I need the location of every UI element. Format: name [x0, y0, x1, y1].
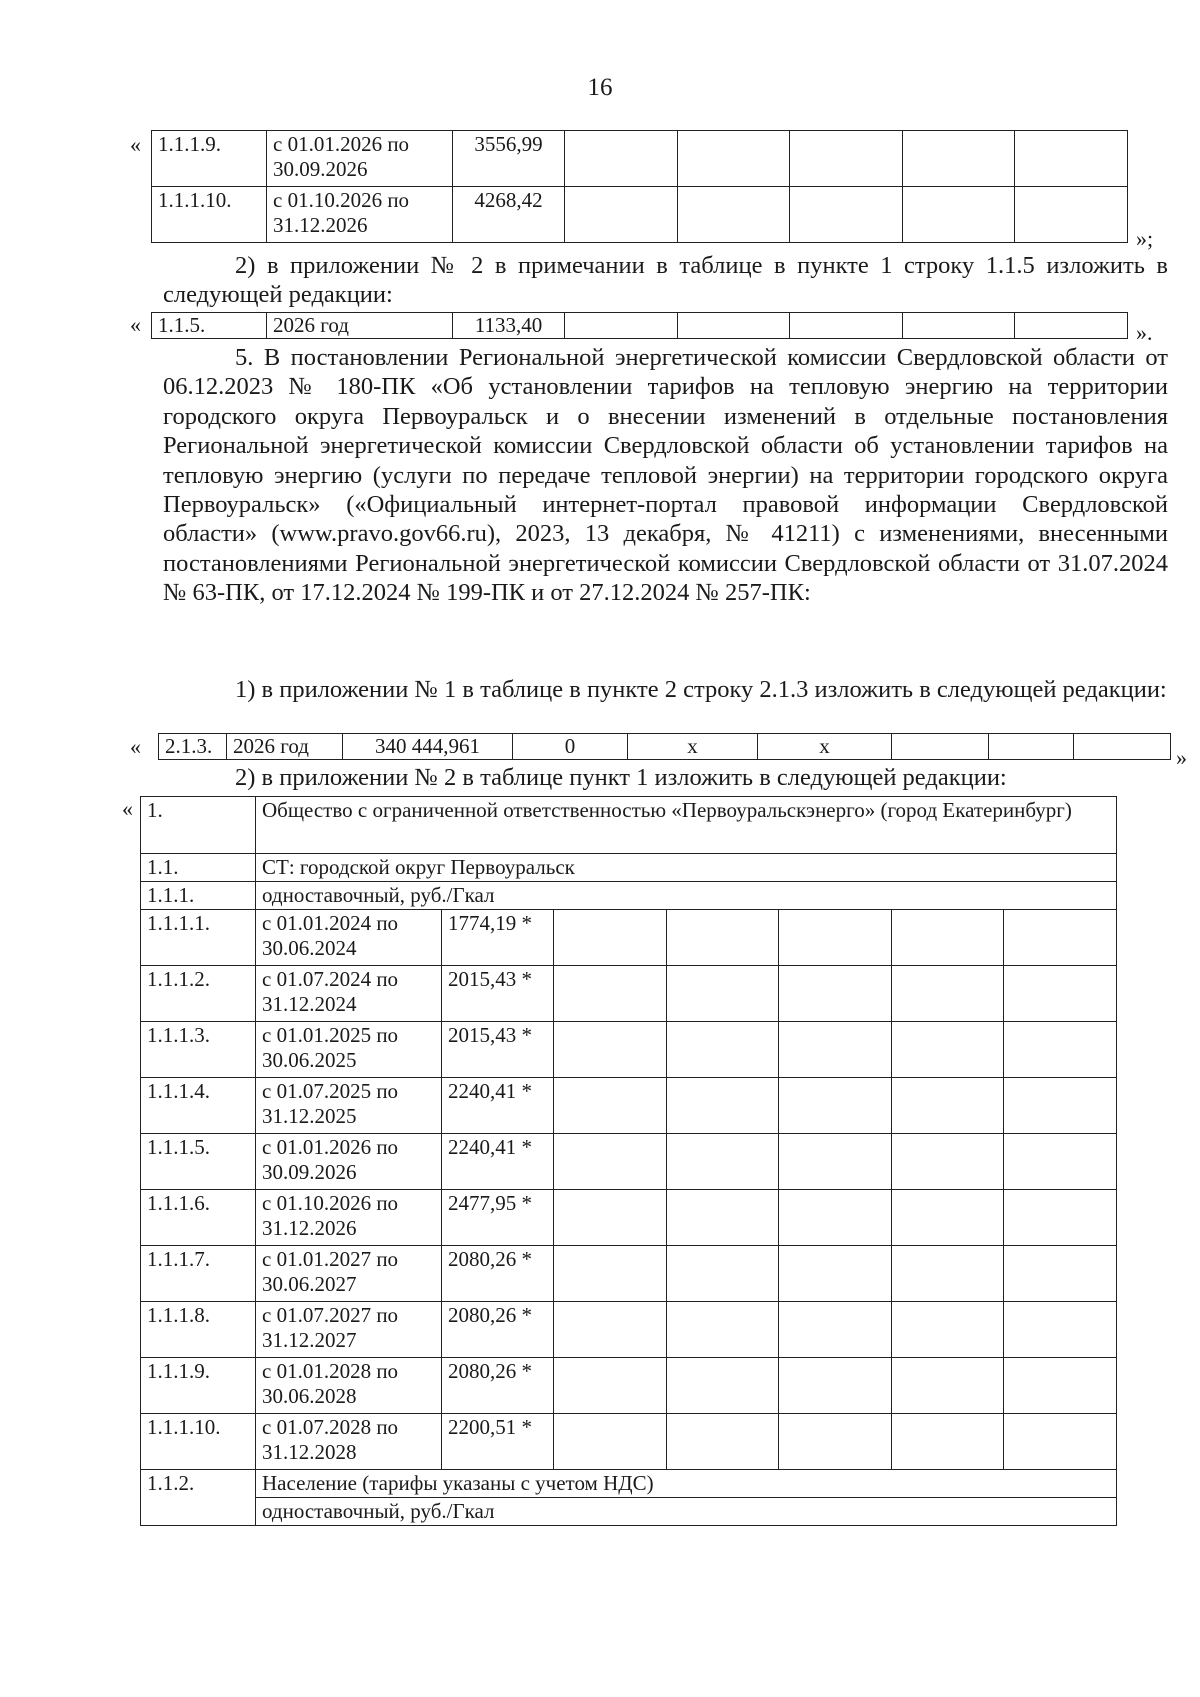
empty-cell	[565, 313, 678, 339]
row-value: 2015,43 *	[442, 1022, 554, 1078]
table-row	[141, 1302, 1117, 1358]
empty-cell	[1004, 1302, 1117, 1358]
row-code: 1.1.1.2.	[141, 966, 256, 1022]
row-value: 2080,26 *	[442, 1246, 554, 1302]
page-number: 16	[587, 74, 613, 101]
row-value: 2200,51 *	[442, 1414, 554, 1470]
row-value: 2015,43 *	[442, 966, 554, 1022]
row-value: 2080,26 *	[442, 1358, 554, 1414]
row-value: 3556,99	[453, 131, 565, 187]
close-quote: »;	[1136, 226, 1154, 251]
empty-cell	[667, 1190, 779, 1246]
empty-cell	[1015, 187, 1128, 243]
empty-cell	[903, 313, 1015, 339]
table-row	[159, 734, 1171, 760]
row-value: 2080,26 *	[442, 1302, 554, 1358]
row-code: 1.1.1.6.	[141, 1190, 256, 1246]
table-a	[151, 130, 1128, 243]
row-code: 1.1.1.	[141, 882, 256, 910]
empty-cell	[554, 1134, 667, 1190]
table-row	[141, 1246, 1117, 1302]
row-code: 1.1.1.3.	[141, 1022, 256, 1078]
table-c	[158, 733, 1171, 760]
empty-cell	[1004, 1190, 1117, 1246]
open-quote: «	[130, 132, 141, 157]
table-row	[141, 1190, 1117, 1246]
tariff-name: одноставочный, руб./Гкал	[256, 882, 1117, 910]
empty-cell	[892, 1246, 1004, 1302]
empty-cell	[554, 966, 667, 1022]
open-quote: «	[122, 796, 133, 821]
table-row	[141, 797, 1117, 854]
empty-cell	[892, 1358, 1004, 1414]
row-code: 1.1.1.10.	[152, 187, 267, 243]
empty-cell	[667, 1078, 779, 1134]
empty-cell	[779, 1022, 892, 1078]
empty-cell	[1004, 1134, 1117, 1190]
empty-cell	[565, 187, 678, 243]
empty-cell	[1074, 734, 1171, 760]
table-row	[141, 910, 1117, 966]
empty-cell	[554, 1302, 667, 1358]
row-value: 4268,42	[453, 187, 565, 243]
empty-cell	[1015, 313, 1128, 339]
table-row	[141, 854, 1117, 882]
row-value: 2240,41 *	[442, 1078, 554, 1134]
table-row	[141, 1022, 1117, 1078]
row-cell: 0	[513, 734, 628, 760]
empty-cell	[779, 1190, 892, 1246]
table-row	[152, 313, 1128, 339]
empty-cell	[903, 131, 1015, 187]
row-value: 2477,95 *	[442, 1190, 554, 1246]
paragraph-amend-1-1-5: 2) в приложении № 2 в примечании в таблице в пункте 1 строку 1.1.5 изложить в следующей редакции:	[163, 252, 1168, 309]
st-name: СТ: городской округ Первоуральск	[256, 854, 1117, 882]
empty-cell	[667, 910, 779, 966]
close-quote: »	[1176, 745, 1187, 770]
row-period: с 01.07.2027 по 31.12.2027	[256, 1302, 442, 1358]
empty-cell	[554, 910, 667, 966]
row-period: с 01.10.2026 по 31.12.2026	[256, 1190, 442, 1246]
row-period: с 01.01.2025 по 30.06.2025	[256, 1022, 442, 1078]
row-year: 2026 год	[227, 734, 343, 760]
empty-cell	[892, 1022, 1004, 1078]
empty-cell	[667, 966, 779, 1022]
empty-cell	[779, 1358, 892, 1414]
row-year: 2026 год	[267, 313, 453, 339]
org-name: Общество с ограниченной ответственностью «Первоуральскэнерго» (город Екатеринбург)	[256, 797, 1117, 854]
empty-cell	[565, 131, 678, 187]
row-period: с 01.07.2028 по 31.12.2028	[256, 1414, 442, 1470]
empty-cell	[1004, 1414, 1117, 1470]
table-row	[141, 1358, 1117, 1414]
row-period: с 01.01.2026 по 30.09.2026	[267, 131, 453, 187]
row-cell: x	[758, 734, 892, 760]
population-tariff: одноставочный, руб./Гкал	[256, 1498, 1117, 1526]
open-quote: «	[130, 312, 141, 337]
empty-cell	[554, 1414, 667, 1470]
empty-cell	[554, 1358, 667, 1414]
empty-cell	[1004, 966, 1117, 1022]
empty-cell	[790, 313, 903, 339]
empty-cell	[903, 187, 1015, 243]
row-code: 1.1.	[141, 854, 256, 882]
table-row	[141, 966, 1117, 1022]
paragraph-amend-point-1: 2) в приложении № 2 в таблице пункт 1 изложить в следующей редакции:	[235, 764, 1007, 791]
table-d	[140, 796, 1117, 1526]
table-row	[141, 1498, 1117, 1526]
row-period: с 01.10.2026 по 31.12.2026	[267, 187, 453, 243]
row-code: 1.1.1.9.	[141, 1358, 256, 1414]
empty-cell	[779, 1078, 892, 1134]
empty-cell	[892, 1134, 1004, 1190]
population-name: Население (тарифы указаны с учетом НДС)	[256, 1470, 1117, 1498]
empty-cell	[1004, 1022, 1117, 1078]
empty-cell	[1015, 131, 1128, 187]
paragraph-amend-2-1-3: 1) в приложении № 1 в таблице в пункте 2 строку 2.1.3 изложить в следующей редакции:	[235, 676, 1167, 703]
row-period: с 01.01.2028 по 30.06.2028	[256, 1358, 442, 1414]
empty-cell	[779, 1134, 892, 1190]
row-code: 2.1.3.	[159, 734, 227, 760]
table-row	[152, 131, 1128, 187]
row-period: с 01.07.2025 по 31.12.2025	[256, 1078, 442, 1134]
empty-cell	[790, 187, 903, 243]
empty-cell	[667, 1414, 779, 1470]
empty-cell	[554, 1022, 667, 1078]
row-cell: x	[628, 734, 758, 760]
row-code: 1.	[141, 797, 256, 854]
row-period: с 01.07.2024 по 31.12.2024	[256, 966, 442, 1022]
empty-cell	[1004, 1358, 1117, 1414]
table-b	[151, 312, 1128, 339]
empty-cell	[554, 1078, 667, 1134]
empty-cell	[678, 187, 790, 243]
empty-cell	[667, 1358, 779, 1414]
empty-cell	[678, 131, 790, 187]
empty-cell	[667, 1134, 779, 1190]
row-code: 1.1.5.	[152, 313, 267, 339]
empty-cell	[892, 966, 1004, 1022]
empty-cell	[554, 1246, 667, 1302]
empty-cell	[790, 131, 903, 187]
empty-cell	[678, 313, 790, 339]
empty-cell	[554, 1190, 667, 1246]
table-row	[141, 1414, 1117, 1470]
empty-cell	[989, 734, 1074, 760]
empty-cell	[1004, 910, 1117, 966]
empty-cell	[892, 734, 989, 760]
table-row	[141, 882, 1117, 910]
empty-cell	[1004, 1246, 1117, 1302]
paragraph-section-5: 5. В постановлении Региональной энергетической комиссии Свердловской области от 06.12.2023 № 180-ПК «Об установлении тарифов на тепловую энергию на территории городского округа Первоуральск и о внесении изменений в отдельные постановления Региональной энергетической комиссии Свердловской области об установлении тарифов на тепловую энергию (услуги по передаче тепловой энергии) на территории городского округа Первоуральск» («Официальный интернет-портал правовой информации Свердловской области» (www.pravo.gov66.ru), 2023, 13 декабря, № 41211) с изменениями, внесенными постановлениями Региональной энергетической комиссии Свердловской области от 31.07.2024 № 63-ПК, от 17.12.2024 № 199-ПК и от 27.12.2024 № 257-ПК:	[163, 344, 1168, 607]
empty-cell	[779, 1302, 892, 1358]
row-code: 1.1.1.9.	[152, 131, 267, 187]
row-period: с 01.01.2027 по 30.06.2027	[256, 1246, 442, 1302]
empty-cell	[892, 1078, 1004, 1134]
row-value: 1133,40	[453, 313, 565, 339]
empty-cell	[779, 1414, 892, 1470]
row-period: с 01.01.2026 по 30.09.2026	[256, 1134, 442, 1190]
row-code: 1.1.1.1.	[141, 910, 256, 966]
empty-cell	[667, 1302, 779, 1358]
row-code: 1.1.2.	[141, 1470, 256, 1526]
open-quote: «	[130, 734, 141, 759]
empty-cell	[892, 1414, 1004, 1470]
row-code: 1.1.1.8.	[141, 1302, 256, 1358]
table-row	[141, 1134, 1117, 1190]
empty-cell	[667, 1246, 779, 1302]
table-row	[141, 1078, 1117, 1134]
row-value: 340 444,961	[343, 734, 513, 760]
row-code: 1.1.1.7.	[141, 1246, 256, 1302]
row-value: 2240,41 *	[442, 1134, 554, 1190]
row-period: с 01.01.2024 по 30.06.2024	[256, 910, 442, 966]
row-code: 1.1.1.4.	[141, 1078, 256, 1134]
empty-cell	[892, 1190, 1004, 1246]
empty-cell	[779, 966, 892, 1022]
close-quote: ».	[1136, 320, 1153, 345]
row-code: 1.1.1.10.	[141, 1414, 256, 1470]
empty-cell	[779, 1246, 892, 1302]
empty-cell	[1004, 1078, 1117, 1134]
empty-cell	[667, 1022, 779, 1078]
empty-cell	[779, 910, 892, 966]
row-code: 1.1.1.5.	[141, 1134, 256, 1190]
table-row	[152, 187, 1128, 243]
empty-cell	[892, 1302, 1004, 1358]
row-value: 1774,19 *	[442, 910, 554, 966]
empty-cell	[892, 910, 1004, 966]
table-row	[141, 1470, 1117, 1498]
